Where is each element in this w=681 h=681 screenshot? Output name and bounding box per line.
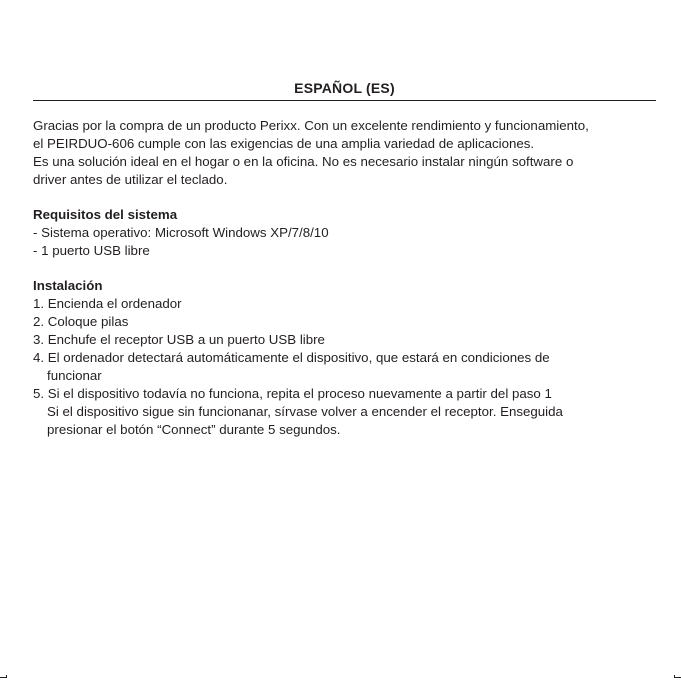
crop-mark — [0, 677, 6, 678]
spacer — [33, 189, 663, 206]
intro-line: Gracias por la compra de un producto Perixx. Con un excelente rendimiento y funcionamiento, — [33, 118, 589, 133]
heading-divider — [33, 100, 656, 101]
installation-step: 2. Coloque pilas — [33, 314, 129, 329]
requirements-item: - Sistema operativo: Microsoft Windows XP/7/8/10 — [33, 225, 329, 240]
spacer — [33, 260, 663, 277]
intro-line: Es una solución ideal en el hogar o en la oficina. No es necesario instalar ningún software o — [33, 154, 574, 169]
intro-line: driver antes de utilizar el teclado. — [33, 172, 228, 187]
document-body — [33, 117, 663, 439]
installation-step-continuation: funcionar — [47, 368, 102, 383]
intro-line: el PEIRDUO-606 cumple con las exigencias de una amplia variedad de aplicaciones. — [33, 136, 535, 151]
installation-step-continuation: presionar el botón “Connect” durante 5 segundos. — [47, 422, 341, 437]
requirements-title: Requisitos del sistema — [33, 207, 178, 222]
installation-step-continuation: Si el dispositivo sigue sin funcionanar, sírvase volver a encender el receptor. Enseguida — [47, 404, 563, 419]
crop-mark — [6, 675, 7, 678]
crop-mark — [674, 677, 681, 678]
section-heading: ESPAÑOL (ES) — [294, 80, 395, 96]
requirements-item: - 1 puerto USB libre — [33, 243, 150, 258]
installation-title: Instalación — [33, 278, 103, 293]
installation-step: 1. Encienda el ordenador — [33, 296, 182, 311]
installation-step: 4. El ordenador detectará automáticamente el dispositivo, que estará en condiciones de — [33, 350, 550, 365]
installation-step: 5. Si el dispositivo todavía no funciona, repita el proceso nuevamente a partir del paso 1 — [33, 386, 552, 401]
installation-step: 3. Enchufe el receptor USB a un puerto USB libre — [33, 332, 325, 347]
